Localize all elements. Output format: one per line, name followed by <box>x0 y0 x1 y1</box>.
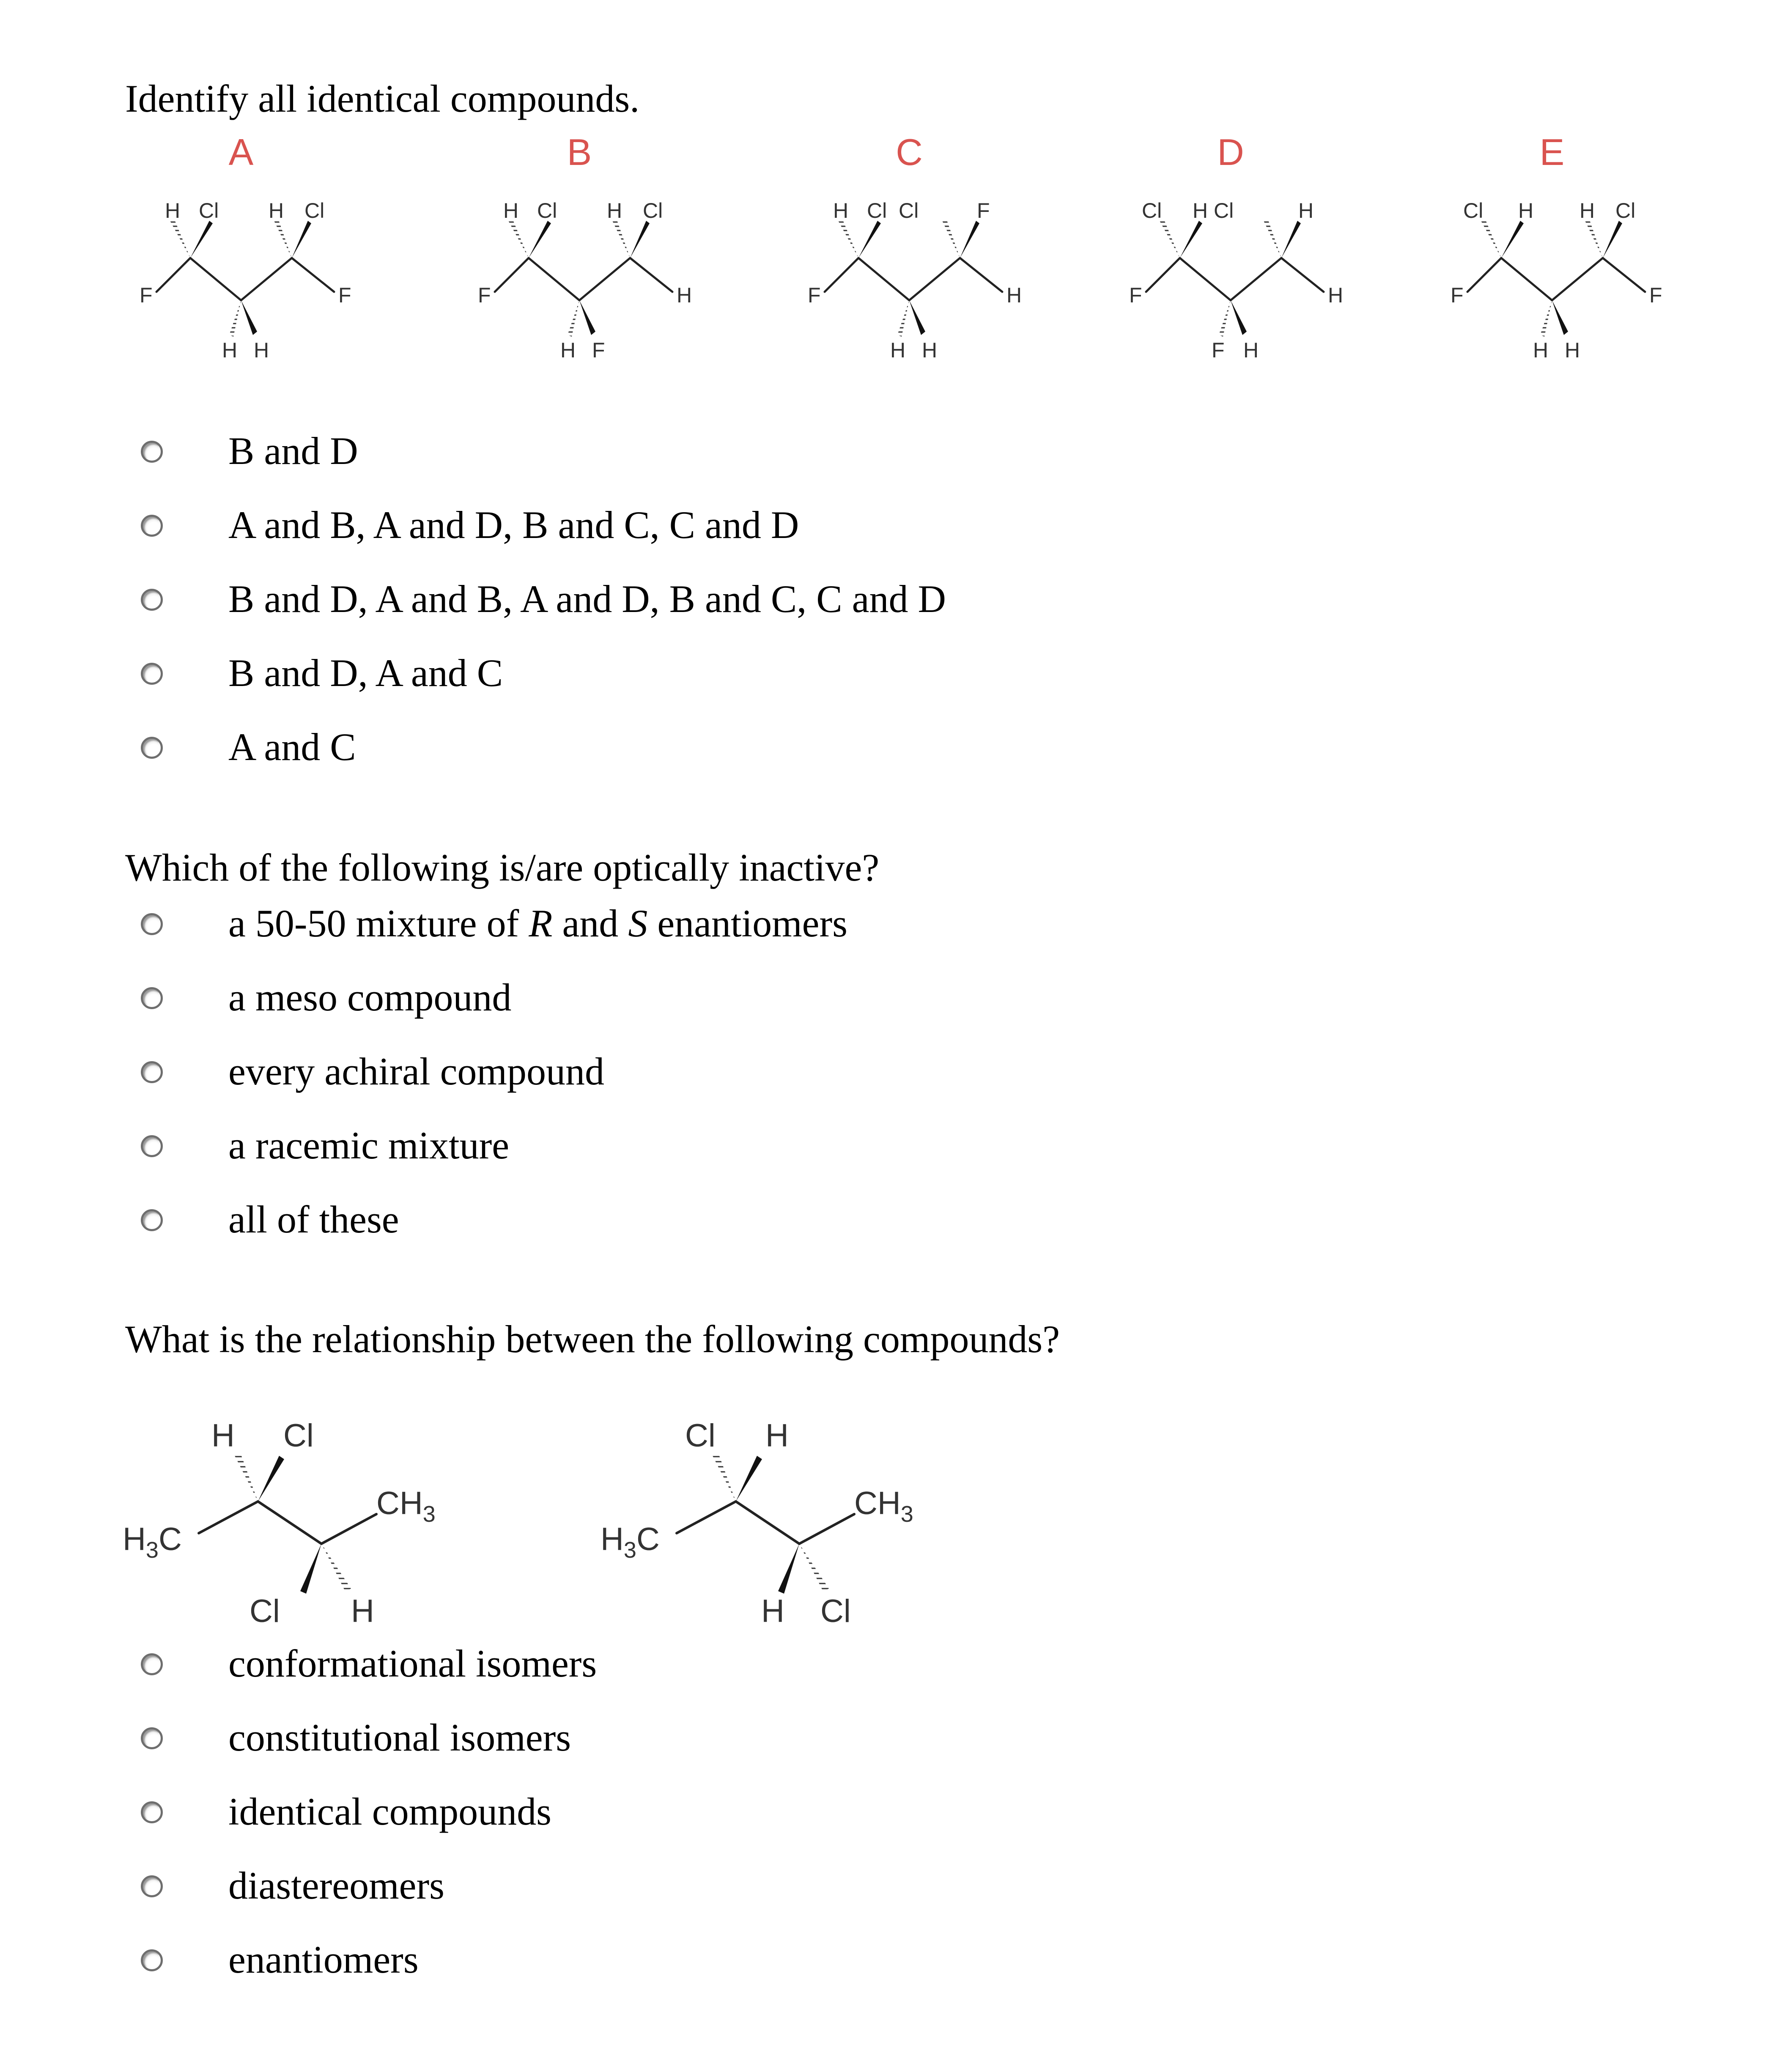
wedge-bond <box>292 221 311 258</box>
bond <box>825 258 858 292</box>
molecule-e <box>1451 131 1662 362</box>
hash-bond <box>799 1544 829 1591</box>
radio-button[interactable] <box>141 1801 163 1823</box>
option-text-suffix: enantiomers <box>647 902 847 945</box>
bond <box>1281 258 1324 292</box>
bond <box>495 258 529 292</box>
radio-button[interactable] <box>141 1209 163 1231</box>
atom-label <box>123 1521 182 1563</box>
option-label: conformational isomers <box>228 1642 597 1685</box>
subscript: 3 <box>422 1501 436 1527</box>
atom-part: H <box>601 1521 624 1557</box>
q3-option-3[interactable] <box>0 1792 1269 1851</box>
hash-bond <box>568 300 579 337</box>
atom-part: CH <box>376 1485 423 1521</box>
atom-label: H <box>222 338 238 362</box>
bond <box>909 258 960 300</box>
radio-button[interactable] <box>141 913 163 935</box>
option-label: a meso compound <box>228 976 512 1019</box>
wedge-bond <box>300 1544 321 1594</box>
atom-label: Cl <box>1463 199 1484 222</box>
question-1-structures <box>106 127 1713 381</box>
atom-label: F <box>140 283 153 307</box>
subscript: 3 <box>900 1501 913 1527</box>
bond <box>1603 258 1645 292</box>
bond <box>677 1501 736 1533</box>
bond <box>1501 258 1552 300</box>
atom-label: Cl <box>685 1418 716 1454</box>
atom-label: H <box>165 199 181 222</box>
radio-button[interactable] <box>141 987 163 1009</box>
wedge-bond <box>1603 221 1622 258</box>
atom-label: H <box>1533 338 1549 362</box>
atom-label: H <box>254 338 269 362</box>
atom-part: H <box>123 1521 146 1557</box>
wedge-bond <box>960 221 979 258</box>
atom-label: Cl <box>1214 199 1234 222</box>
bond <box>241 258 292 300</box>
atom-part: CH <box>854 1485 901 1521</box>
atom-label: F <box>478 283 491 307</box>
hash-bond <box>897 300 909 337</box>
option-label: identical compounds <box>228 1790 551 1833</box>
hash-bond <box>942 219 960 258</box>
atom-label: Cl <box>1142 199 1162 222</box>
atom-label: H <box>833 199 849 222</box>
molecule-d <box>1129 131 1343 362</box>
option-label: a racemic mixture <box>228 1124 510 1167</box>
atom-label: F <box>1129 283 1142 307</box>
option-label: diastereomers <box>228 1864 444 1907</box>
atom-label: H <box>922 338 938 362</box>
wedge-bond <box>630 221 650 258</box>
hash-bond <box>1585 219 1603 258</box>
subscript: 3 <box>145 1537 159 1563</box>
hash-bond <box>234 1452 258 1501</box>
radio-button[interactable] <box>141 1653 163 1675</box>
q1-option-4[interactable] <box>0 653 1269 713</box>
q2-option-4[interactable] <box>0 1126 1269 1185</box>
atom-label: Cl <box>1615 199 1636 222</box>
option-text-s: S <box>628 902 648 945</box>
atom-label: Cl <box>250 1593 280 1628</box>
bond <box>960 258 1002 292</box>
hash-bond <box>1481 219 1501 258</box>
atom-label: Cl <box>867 199 887 222</box>
question-2-text: Which of the following is/are optically inactive? <box>125 846 880 889</box>
hash-bond <box>1219 300 1231 337</box>
bond <box>199 1501 258 1533</box>
atom-label: Cl <box>283 1418 314 1454</box>
bond <box>1552 258 1603 300</box>
bond <box>630 258 672 292</box>
radio-button[interactable] <box>141 663 163 685</box>
atom-label: F <box>1212 338 1225 362</box>
q1-option-5[interactable] <box>0 727 1269 787</box>
atom-label: Cl <box>537 199 557 222</box>
option-text-r: R <box>529 902 553 945</box>
atom-label: H <box>1565 338 1580 362</box>
q1-option-2[interactable] <box>0 505 1269 565</box>
molecule-b <box>478 131 692 362</box>
hash-bond <box>1160 219 1180 258</box>
molecule-b-label: B <box>567 131 592 173</box>
molecule-left <box>123 1418 436 1628</box>
molecule-c-label: C <box>896 131 923 173</box>
atom-label: F <box>338 283 351 307</box>
wedge-bond <box>579 300 595 335</box>
question-3-text: What is the relationship between the following compounds? <box>125 1317 1060 1361</box>
q3-option-4[interactable] <box>0 1866 1269 1925</box>
atom-label: H <box>1193 199 1208 222</box>
radio-button[interactable] <box>141 1061 163 1083</box>
option-label: A and B, A and D, B and C, C and D <box>228 503 799 546</box>
bond <box>799 1514 854 1544</box>
hash-bond <box>712 1452 736 1501</box>
atom-label: Cl <box>199 199 219 222</box>
bond <box>529 258 579 300</box>
molecule-a-label: A <box>228 131 254 173</box>
q2-option-5[interactable] <box>0 1200 1269 1259</box>
option-label: all of these <box>228 1198 399 1241</box>
atom-label: H <box>1298 199 1314 222</box>
question-1-structures-svg <box>106 127 1713 381</box>
hash-bond <box>170 219 190 258</box>
bond <box>1467 258 1501 292</box>
wedge-bond <box>858 221 881 258</box>
wedge-bond <box>1231 300 1247 335</box>
molecule-d-label: D <box>1217 131 1244 173</box>
hash-bond <box>612 219 630 258</box>
atom-part: C <box>158 1521 182 1557</box>
atom-label <box>601 1521 660 1563</box>
atom-label: H <box>503 199 519 222</box>
atom-label: H <box>211 1418 235 1454</box>
atom-label: F <box>977 199 990 222</box>
question-3-structures <box>123 1408 968 1628</box>
radio-button[interactable] <box>141 515 163 537</box>
option-label: B and D, A and C <box>228 651 503 694</box>
bond <box>292 258 334 292</box>
bond <box>1180 258 1231 300</box>
hash-bond <box>838 219 858 258</box>
hash-bond <box>229 300 241 337</box>
subscript: 3 <box>623 1537 636 1563</box>
atom-label: H <box>607 199 622 222</box>
option-label: enantiomers <box>228 1938 419 1981</box>
hash-bond <box>274 219 292 258</box>
radio-button[interactable] <box>141 441 163 463</box>
atom-label: Cl <box>304 199 325 222</box>
atom-label: F <box>1649 283 1662 307</box>
hash-bond <box>1264 219 1281 258</box>
option-label: A and C <box>228 725 356 768</box>
wedge-bond <box>529 221 551 258</box>
q2-option-1[interactable] <box>0 904 1269 963</box>
atom-label: H <box>269 199 284 222</box>
wedge-bond <box>909 300 925 335</box>
option-text-prefix: a 50-50 mixture of <box>228 902 529 945</box>
radio-button[interactable] <box>141 737 163 759</box>
atom-label: F <box>808 283 821 307</box>
radio-button[interactable] <box>141 589 163 611</box>
atom-label: H <box>761 1593 784 1628</box>
radio-button[interactable] <box>141 1949 163 1971</box>
bond <box>1146 258 1180 292</box>
wedge-bond <box>241 300 257 335</box>
atom-label: H <box>677 283 692 307</box>
bond <box>156 258 190 292</box>
option-label <box>228 904 847 943</box>
q2-option-2[interactable] <box>0 978 1269 1037</box>
atom-label: F <box>592 338 605 362</box>
wedge-bond <box>736 1456 762 1501</box>
radio-button[interactable] <box>141 1727 163 1749</box>
q3-option-1[interactable] <box>0 1644 1269 1703</box>
option-text-middle: and <box>552 902 628 945</box>
wedge-bond <box>190 221 213 258</box>
atom-label: H <box>560 338 576 362</box>
bond <box>858 258 909 300</box>
hash-bond <box>321 1544 351 1591</box>
atom-label: H <box>1518 199 1534 222</box>
wedge-bond <box>1552 300 1568 335</box>
atom-label: H <box>1006 283 1022 307</box>
bond <box>190 258 241 300</box>
wedge-bond <box>258 1456 284 1501</box>
bond <box>579 258 630 300</box>
atom-label: H <box>351 1593 374 1628</box>
wedge-bond <box>1180 221 1202 258</box>
wedge-bond <box>1281 221 1301 258</box>
bond <box>736 1501 799 1544</box>
atom-label: H <box>1580 199 1595 222</box>
bond <box>1231 258 1281 300</box>
q3-option-2[interactable] <box>0 1718 1269 1777</box>
hash-bond <box>1540 300 1552 337</box>
option-label: B and D, A and B, A and D, B and C, C and D <box>228 577 946 620</box>
molecule-a <box>140 131 351 362</box>
q1-option-1[interactable] <box>0 431 1269 491</box>
atom-label: Cl <box>643 199 663 222</box>
radio-button[interactable] <box>141 1135 163 1157</box>
radio-button[interactable] <box>141 1875 163 1897</box>
molecule-c <box>808 131 1022 362</box>
atom-label: H <box>765 1418 789 1454</box>
atom-label: H <box>1243 338 1259 362</box>
atom-label: H <box>1328 283 1344 307</box>
wedge-bond <box>778 1544 799 1594</box>
atom-label: H <box>890 338 906 362</box>
option-label: every achiral compound <box>228 1050 604 1093</box>
atom-label <box>376 1485 436 1527</box>
question-3-structures-svg <box>123 1408 968 1628</box>
molecule-e-label: E <box>1539 131 1565 173</box>
hash-bond <box>508 219 529 258</box>
bond <box>258 1501 321 1544</box>
q1-option-3[interactable] <box>0 579 1269 639</box>
bond <box>321 1514 376 1544</box>
atom-label: Cl <box>899 199 919 222</box>
question-1-text: Identify all identical compounds. <box>125 77 640 120</box>
q2-option-3[interactable] <box>0 1052 1269 1111</box>
q3-option-5[interactable] <box>0 1940 1269 1999</box>
wedge-bond <box>1501 221 1524 258</box>
atom-label <box>854 1485 913 1527</box>
option-label: constitutional isomers <box>228 1716 571 1759</box>
atom-label: Cl <box>820 1593 851 1628</box>
atom-label: F <box>1451 283 1464 307</box>
atom-part: C <box>636 1521 660 1557</box>
option-label: B and D <box>228 429 358 472</box>
molecule-right <box>601 1418 913 1628</box>
